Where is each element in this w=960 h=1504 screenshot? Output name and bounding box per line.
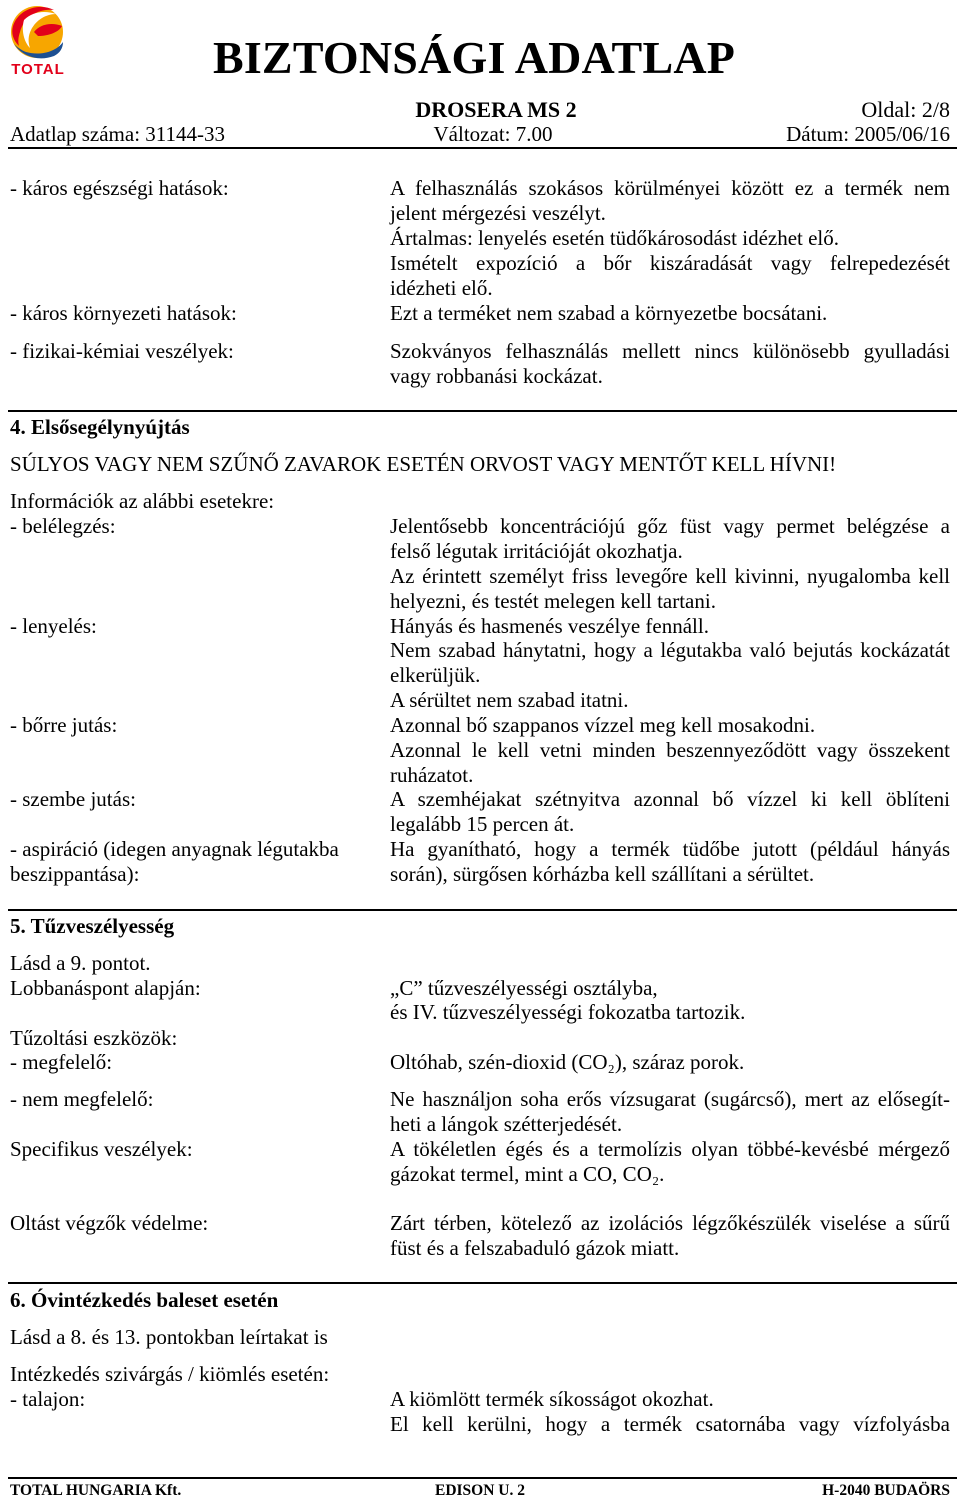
firefighter-protection-label: Oltást végzők védelme: [10,1211,209,1235]
specific-hazards-text-line: gázokat termel, mint a CO, CO₂. [390,1162,665,1186]
health-effects-text-line: idézheti elő. [390,276,493,300]
ingestion-text-line: Hányás és hasmenés veszélye fennáll. [390,614,709,638]
physchem-hazards-label: - fizikai-kémiai veszélyek: [10,339,234,363]
firefighter-protection-text-line: füst és a felszabaduló gázok miatt. [390,1236,680,1260]
soil-text-line: El kell kerülni, hogy a termék csatornába vagy vízfolyásba [390,1412,950,1436]
firefighter-protection-text-line: Zárt térben, kötelező az izolációs légzőkészülék viselése a sűrű [390,1211,950,1235]
skin-contact-text-line: Azonnal bő szappanos vízzel meg kell mosakodni. [390,713,816,737]
health-effects-text-line: jelent mérgezési veszélyt. [390,201,606,225]
inhalation-text-line: helyezni, és testét melegen kell tartani. [390,589,716,613]
extinguishing-media-title: Tűzoltási eszközök: [10,1026,178,1050]
section-divider [8,410,957,412]
eye-contact-label: - szembe jutás: [10,787,136,811]
ingestion-text-line: A sérültet nem szabad itatni. [390,688,629,712]
skin-contact-text-line: Azonnal le kell vetni minden beszennyeződött vagy összekent [390,738,950,762]
unsuitable-media-label: - nem megfelelő: [10,1087,154,1111]
skin-contact-label: - bőrre jutás: [10,713,118,737]
health-effects-label: - káros egészségi hatások: [10,176,229,200]
eye-contact-text-line: A szemhéjakat szétnyitva azonnal bő vízzel ki kell öblíteni [390,787,950,811]
environmental-effects-text-line: Ezt a terméket nem szabad a környezetbe bocsátani. [390,301,828,325]
issue-date: Dátum: 2005/06/16 [786,122,950,146]
soil-text-line: A kiömlött termék síkosságot okozhat. [390,1387,714,1411]
health-effects-text-line: A felhasználás szokásos körülményei között ez a termék nem [390,176,950,200]
section-heading: 4. Elsősegélynyújtás [10,415,190,439]
page-number: Oldal: 2/8 [861,97,950,122]
skin-contact-text-line: ruházatot. [390,763,474,787]
see-reference: Lásd a 9. pontot. [10,951,151,975]
suitable-media-label: - megfelelő: [10,1050,113,1074]
spill-measures-title: Intézkedés szivárgás / kiömlés esetén: [10,1362,330,1386]
section-divider [8,909,957,911]
specific-hazards-text-line: A tökéletlen égés és a termolízis olyan többé-kevésbé mérgező [390,1137,950,1161]
suitable-media-text-line: Oltóhab, szén-dioxid (CO₂), száraz porok. [390,1050,745,1074]
footer-company: TOTAL HUNGARIA Kft. [10,1482,182,1499]
ingestion-label: - lenyelés: [10,614,97,638]
specific-hazards-label: Specifikus veszélyek: [10,1137,193,1161]
ingestion-text-line: Nem szabad hánytatni, hogy a légutakba való bejutás kockázatát [390,638,950,662]
aspiration-label: - aspiráció (idegen anyagnak légutakba [10,837,339,861]
inhalation-text-line: Az érintett személyt friss levegőre kell kivinni, nyugalomba kell [390,564,950,588]
footer-street: EDISON U. 2 [434,1482,525,1499]
header-divider [8,147,957,149]
section-divider [8,1282,957,1284]
aspiration-label: beszippantása): [10,862,140,886]
aspiration-text-line: során), sürgősen kórházba kell szállítani a sérültet. [390,862,815,886]
health-effects-text-line: Ártalmas: lenyelés esetén tüdőkárosodást idézhet elő. [390,226,840,250]
footer-divider [8,1477,957,1479]
flash-point-text-line: „C” tűzveszélyességi osztályba, [390,976,658,1000]
inhalation-text-line: felső légutak irritációját okozhatja. [390,539,683,563]
eye-contact-text-line: legalább 15 percen át. [390,812,575,836]
environmental-effects-label: - káros környezeti hatások: [10,301,237,325]
first-aid-warning: SÚLYOS VAGY NEM SZŰNŐ ZAVAROK ESETÉN ORVOST VAGY MENTŐT KELL HÍVNI! [10,452,837,476]
document-title: BIZTONSÁGI ADATLAP [212,32,736,83]
physchem-hazards-text-line: Szokványos felhasználás mellett nincs különösebb gyulladási [390,339,950,363]
inhalation-text-line: Jelentősebb koncentrációjú gőz füst vagy permet belégzése a [390,514,950,538]
see-reference: Lásd a 8. és 13. pontokban leírtakat is [10,1325,328,1349]
unsuitable-media-text-line: heti a lángok szétterjedését. [390,1112,623,1136]
footer-city: H-2040 BUDAÖRS [822,1482,950,1499]
soil-label: - talajon: [10,1387,86,1411]
section-heading: 6. Óvintézkedés baleset esetén [10,1288,279,1312]
first-aid-intro: Információk az alábbi esetekre: [10,489,275,513]
unsuitable-media-text-line: Ne használjon soha erős vízsugarat (sugárcső), mert az elősegít- [390,1087,950,1111]
ingestion-text-line: elkerüljük. [390,663,481,687]
physchem-hazards-text-line: vagy robbanási kockázat. [390,364,603,388]
health-effects-text-line: Ismételt expozíció a bőr kiszáradását vagy felrepedezését [390,251,950,275]
logo-wordmark: TOTAL [11,61,65,78]
flash-point-text-line: és IV. tűzveszélyességi fokozatba tartozik. [390,1000,746,1024]
version: Változat: 7.00 [433,122,553,146]
product-name: DROSERA MS 2 [415,97,577,122]
flash-point-label: Lobbanáspont alapján: [10,976,201,1000]
sheet-number: Adatlap száma: 31144-33 [10,122,225,146]
inhalation-label: - belélegzés: [10,514,116,538]
section-heading: 5. Tűzveszélyesség [10,914,175,938]
aspiration-text-line: Ha gyanítható, hogy a termék tüdőbe jutott (például hányás [390,837,950,861]
